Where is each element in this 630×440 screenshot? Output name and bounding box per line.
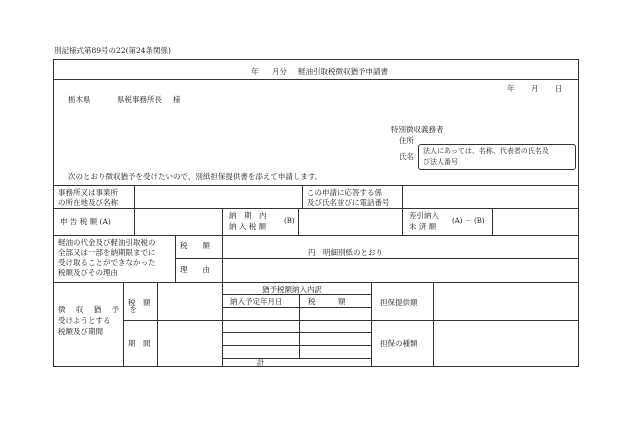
- row-divider-1: [54, 185, 578, 186]
- breakdown-title: 猶予税額納入内訳: [262, 285, 322, 294]
- title-month: 月分: [272, 67, 287, 76]
- office-location-label-1: 事務所又は事業所: [58, 188, 118, 197]
- declared-tax-label: 申 告 税 額 (A): [60, 217, 111, 226]
- breakdown-total: 計: [257, 358, 265, 367]
- reason-label-4: 税額及びその理由: [58, 268, 118, 277]
- col-divider-contact-value: [402, 185, 403, 208]
- name-note-line-2: び法人番号: [423, 158, 458, 166]
- office-location-label-2: の所在地及び名称: [58, 198, 118, 207]
- col-divider-declared: [134, 208, 135, 235]
- col-divider-paid: [222, 208, 223, 235]
- row-divider-4: [54, 282, 578, 283]
- col-divider-office: [134, 185, 135, 208]
- applicant-address-label: 住所: [399, 136, 414, 145]
- breakdown-header-divider: [222, 294, 371, 295]
- col-divider-unpaid: [402, 208, 403, 235]
- row-divider-2: [54, 208, 578, 209]
- breakdown-row-divider-3: [222, 345, 371, 346]
- deferral-label-2: 受けようとする: [58, 316, 111, 325]
- collateral-amount-label: 担保提供額: [380, 298, 418, 307]
- reason-label: 理 由: [180, 265, 210, 274]
- unpaid-label-1: 差引納入: [409, 211, 439, 220]
- applicant-name-label: 氏名: [399, 152, 414, 161]
- reason-label-2: 全部又は一部を納期限までに: [58, 248, 156, 257]
- form-number: 別記様式第89号の22(第24条関係): [54, 46, 171, 55]
- col-divider-unpaid-value: [492, 208, 493, 235]
- paid-tax-label-2: 納 入 税 額: [229, 222, 267, 231]
- date-day: 日: [555, 84, 563, 93]
- breakdown-col-amount: 税 額: [308, 297, 346, 306]
- unpaid-formula: (A) － (B): [452, 217, 485, 225]
- reason-label-3: 受け取ることができなかった: [58, 258, 156, 267]
- col-divider-contact: [302, 185, 303, 208]
- addressee-office: 県税事務所長: [117, 95, 162, 104]
- addressee-honorific: 様: [173, 95, 181, 104]
- contact-label-1: この申請に応答する係: [307, 188, 382, 197]
- breakdown-row-divider-1: [222, 307, 371, 308]
- paid-tax-label-1: 納 期 内: [229, 211, 267, 220]
- date-month: 月: [531, 84, 539, 93]
- reason-sub-divider: [175, 258, 578, 259]
- tax-amount-label: 税 額: [180, 241, 210, 250]
- applicant-heading: 特別徴収義務者: [391, 125, 444, 134]
- deferral-mid-divider: [123, 320, 578, 321]
- contact-label-2: 及び氏名並びに電話番号: [307, 198, 390, 207]
- deferral-amount-label: 税 額: [128, 298, 151, 307]
- deferral-period-label: 期 間: [128, 339, 151, 348]
- paid-tax-mark: (B): [284, 217, 295, 225]
- breakdown-col-date: 納入予定年月日: [230, 297, 283, 306]
- name-note-line-1: 法人にあっては、名称、代表者の氏名及: [423, 147, 549, 155]
- collateral-type-label: 担保の種類: [380, 339, 418, 348]
- deferral-label-3: 税額及び期間: [58, 327, 103, 336]
- col-divider-paid-value: [298, 208, 299, 235]
- title-year: 年: [251, 67, 259, 76]
- breakdown-col-divider: [299, 294, 300, 358]
- form-title: 軽油引取税徴収猶予申請書: [298, 67, 388, 76]
- title-divider: [54, 79, 578, 80]
- application-statement: 次のとおり徴収猶予を受けたいので、別紙担保提供書を添えて申請します。: [68, 172, 323, 181]
- breakdown-row-divider-4: [222, 358, 371, 359]
- addressee-prefecture: 栃木県: [68, 95, 91, 104]
- unpaid-label-2: 未 済 額: [409, 222, 437, 231]
- deferral-label-1: 徴 収 猶 予 を: [58, 305, 142, 314]
- col-divider-deferral: [123, 282, 124, 367]
- col-divider-collateral: [433, 282, 434, 367]
- breakdown-row-divider-2: [222, 332, 371, 333]
- reason-label-1: 軽油の代金及び軽油引取税の: [58, 238, 156, 247]
- date-year: 年: [507, 84, 515, 93]
- breakdown-right-border: [371, 282, 372, 367]
- row-divider-3: [54, 235, 578, 236]
- col-divider-deferral-values: [157, 282, 158, 367]
- tax-amount-value: 円 明細別紙のとおり: [308, 248, 383, 257]
